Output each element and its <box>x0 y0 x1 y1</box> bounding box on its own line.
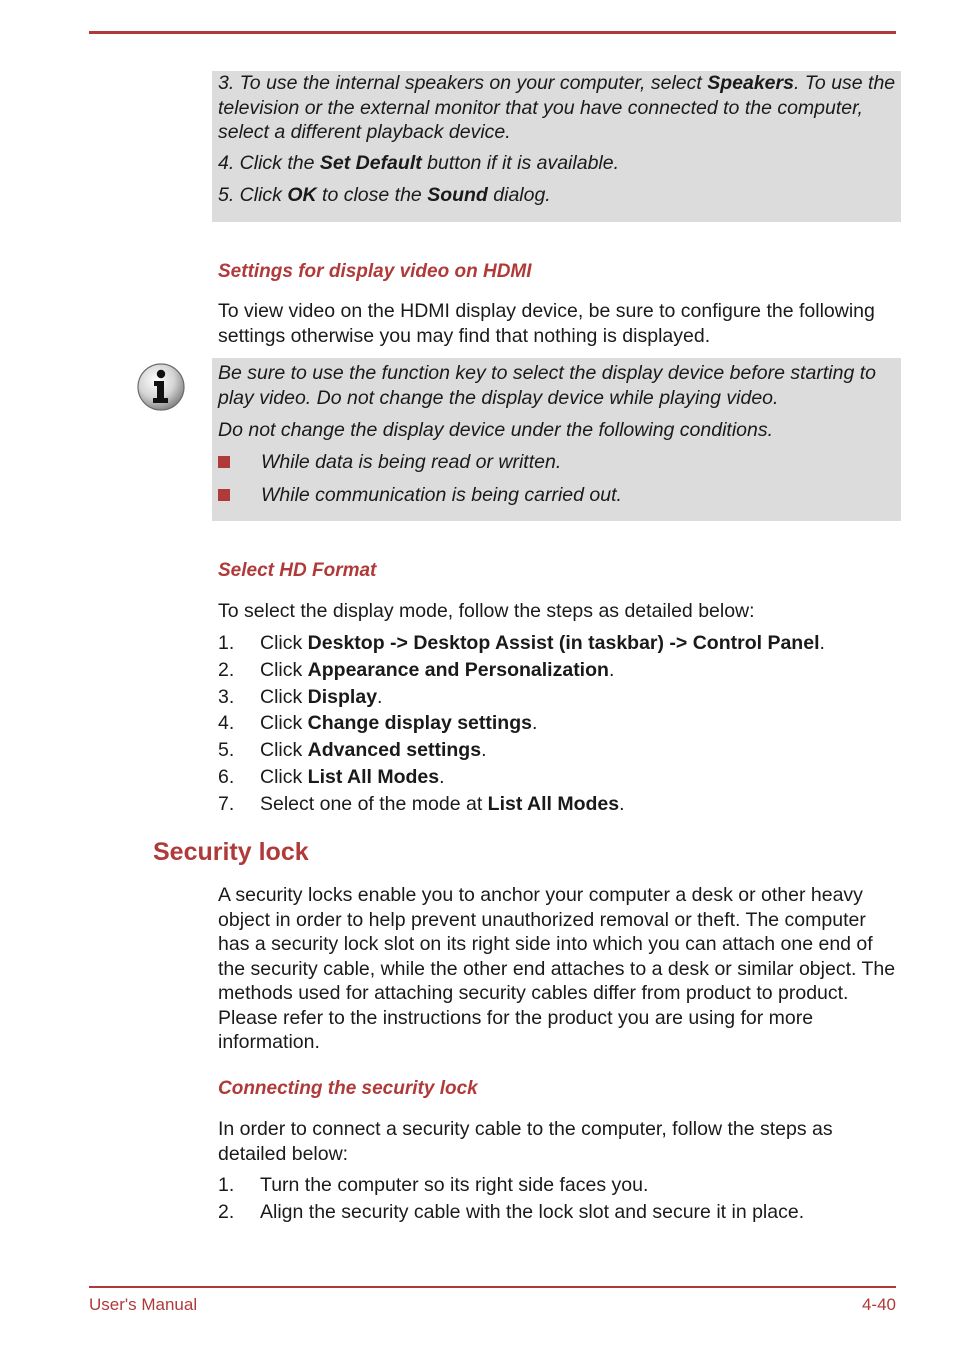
note-step-4: 4. Click the Set Default button if it is available. <box>218 152 620 174</box>
bullet-square-icon <box>218 456 230 468</box>
hd-format-intro: To select the display mode, follow the steps as detailed below: <box>218 600 755 622</box>
hd-format-heading: Select HD Format <box>218 560 377 581</box>
footer-manual-title: User's Manual <box>89 1295 198 1314</box>
footer-page-number: 4-40 <box>861 1295 896 1314</box>
hdmi-intro: To view video on the HDMI display device, be sure to configure the following settings otherwise you may find that nothing is displayed. <box>218 300 875 347</box>
footer-rule <box>89 1286 896 1288</box>
connecting-lock-intro: In order to connect a security cable to the computer, follow the steps as detailed below: <box>218 1118 833 1165</box>
hdmi-heading: Settings for display video on HDMI <box>218 261 532 282</box>
note-box-sound-steps <box>212 71 901 222</box>
security-lock-heading: Security lock <box>153 838 309 866</box>
note-box-hdmi: Be sure to use the function key to select the display device before starting to play video. Do not change the display device while playing video. Do not change the display device under the following conditions. While data is being read or written. While communication is being carried out. <box>212 358 901 521</box>
note-hdmi-p2: Do not change the display device under the following conditions. <box>218 419 774 441</box>
note-step-5: 5. Click OK to close the Sound dialog. <box>218 184 551 206</box>
note-hdmi-p1: Be sure to use the function key to select the display device before starting to play video. Do not change the display device while playing video. <box>218 362 876 409</box>
note-step-3: 3. To use the internal speakers on your computer, select Speakers. To use the television or the external monitor that you have connected to the computer, select a different playback device. <box>218 72 896 143</box>
connecting-lock-heading: Connecting the security lock <box>218 1078 478 1099</box>
header-rule <box>89 31 896 34</box>
bullet-square-icon <box>218 489 230 501</box>
info-icon <box>136 362 186 412</box>
security-lock-body: A security locks enable you to anchor your computer a desk or other heavy object in order to help prevent unauthorized removal or theft. The computer has a security lock slot on its right side into which you can attach one end of the security cable, while the other end attaches to a desk or similar object. The methods used for attaching security cables differ from product to product. Please refer to the instructions for the product you are using for more information. <box>218 884 896 1053</box>
